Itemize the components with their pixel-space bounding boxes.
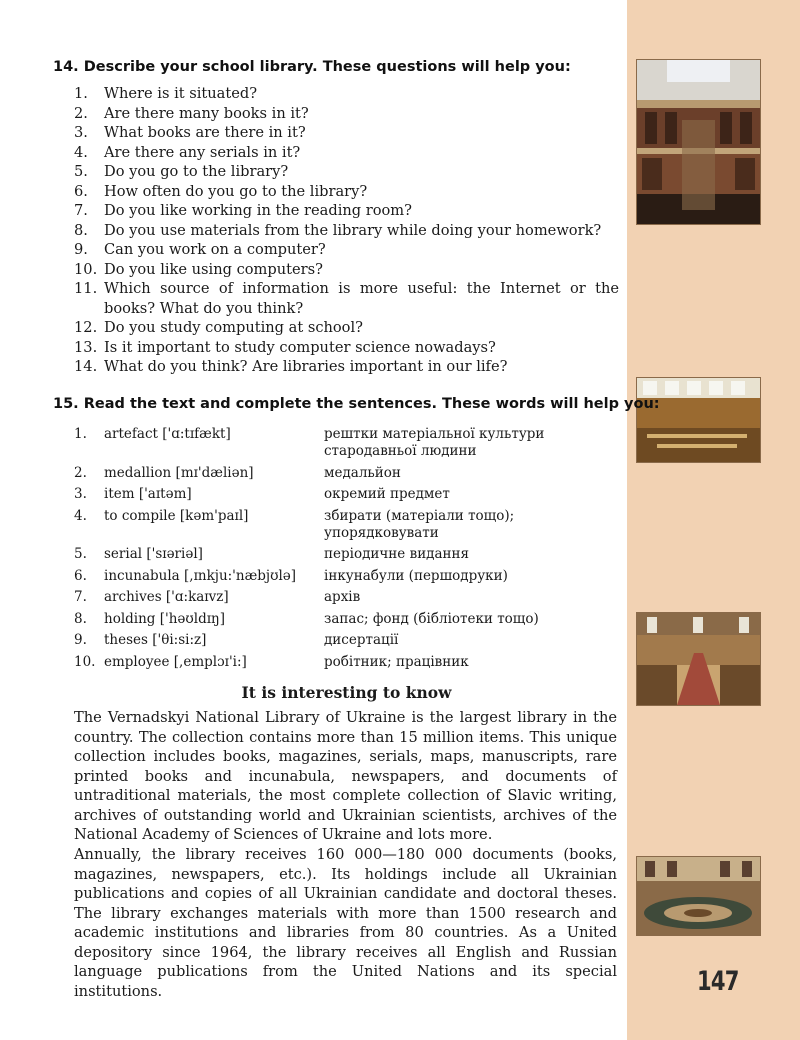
question-text: How often do you go to the library? [104,182,368,200]
item-number: 8. [74,610,87,627]
vocab-translation: окремий предмет [324,486,450,502]
list-item [74,201,619,221]
vocab-row [74,589,619,606]
question-text: Is it important to study computer science nowadays? [104,338,496,356]
library-photo-round-room [636,856,761,936]
library-photo-reading-hall [636,612,761,706]
item-number: 1. [74,426,87,442]
item-number: 10. [74,260,98,278]
vocab-word: theses ['θi:si:z] [104,632,207,648]
vocab-translation: медальйон [324,464,401,481]
vocabulary-list [74,426,619,675]
item-number: 6. [74,567,87,584]
page-number: 147 [697,966,739,997]
library-photo-ornate-hall [636,59,761,225]
vocab-word: holding ['həʊldɪŋ] [104,610,225,627]
vocab-row [74,632,619,649]
item-number: 5. [74,546,87,562]
question-text: Do you go to the library? [104,163,289,180]
list-item [74,104,619,124]
question-text: Are there any serials in it? [104,143,301,161]
list-item [74,162,619,182]
item-number: 14. [74,358,98,375]
vocab-translation: запас; фонд (бібліотеки тощо) [324,610,539,627]
library-photo-dome-room [636,377,761,463]
list-item [74,357,619,377]
question-text: Are there many books in it? [104,104,309,122]
vocab-translation: дисертації [324,632,399,648]
vocab-word: serial ['sɪəriəl] [104,546,203,562]
vocab-translation: архів [324,589,361,605]
item-number: 9. [74,632,87,648]
question-text: Do you use materials from the library while doing your homework? [104,221,602,239]
question-text: Do you like working in the reading room? [104,202,412,219]
vocab-translation: робітник; працівник [324,653,469,670]
item-number: 9. [74,241,88,258]
vocab-row [74,611,619,628]
item-number: 2. [74,104,88,122]
vocab-translation: збирати (матеріали тощо); упорядковувати [324,507,515,541]
vocab-word: artefact ['ɑ:tɪfækt] [104,426,231,442]
exercise-15-heading: 15. Read the text and complete the sentences. These words will help you: [53,396,660,412]
vocab-row [74,486,619,503]
item-number: 6. [74,182,88,200]
list-item [74,182,619,202]
vocab-word: medallion [mɪ'dæliən] [104,464,254,481]
list-item [74,221,619,241]
list-item [74,279,619,318]
item-number: 7. [74,589,87,605]
list-item [74,143,619,163]
question-text: Which source of information is more useful: the Internet or the books? What do you think? [104,280,619,317]
list-item [74,240,619,260]
vocab-row [74,654,619,671]
item-number: 10. [74,653,96,670]
list-item [74,260,619,280]
vocab-translation: періодичне видання [324,546,470,562]
interesting-paragraph-2: Annually, the library receives 160 000—180 000 documents (books, magazines, newspapers, etc.). Its holdings include all Ukrainian publications and copies of all Ukrainian candidate and doctoral theses. The library exchanges materials with more than 1500 research and academic institutions and libraries from 80 countries. As a United depository since 1964, the library receives all English and Russian language publications from the United Nations and its special institutions. [74,846,617,1000]
item-number: 4. [74,507,87,524]
item-number: 11. [74,280,98,297]
vocab-row [74,546,619,563]
item-number: 2. [74,464,87,481]
list-item [74,123,619,143]
question-text: Can you work on a computer? [104,241,326,258]
question-text: Do you study computing at school? [104,319,363,336]
vocab-word: to compile [kəm'paɪl] [104,507,249,524]
item-number: 3. [74,486,87,502]
list-item [74,84,619,104]
vocab-row [74,508,619,542]
interesting-title: It is interesting to know [241,683,452,702]
vocab-word: item ['aɪtəm] [104,486,192,502]
item-number: 4. [74,143,88,161]
list-item [74,338,619,358]
item-number: 8. [74,221,88,239]
item-number: 1. [74,85,88,102]
item-number: 5. [74,163,88,180]
question-text: Do you like using computers? [104,260,323,278]
item-number: 13. [74,338,98,356]
question-text: What do you think? Are libraries important in our life? [104,358,508,375]
list-item [74,318,619,338]
item-number: 12. [74,319,98,336]
item-number: 7. [74,202,88,219]
question-list [74,84,619,377]
vocab-row [74,465,619,482]
vocab-row [74,426,619,460]
vocab-translation: інкунабули (першодруки) [324,567,508,584]
vocab-word: employee [,emplɔɪ'i:] [104,653,247,670]
vocab-row [74,568,619,585]
item-number: 3. [74,124,88,141]
vocab-word: archives ['ɑ:kaɪvz] [104,589,229,605]
exercise-14-heading: 14. Describe your school library. These questions will help you: [53,59,571,75]
interesting-paragraph-1: The Vernadskyi National Library of Ukraine is the largest library in the country. The collection contains more than 15 million items. This unique collection includes books, magazines, serials, maps, manuscripts, rare printed books and incunabula, newspapers, and documents of untraditional materials, the most complete collection of Slavic writing, archives of outstanding world and Ukrainian scientists, archives of the National Academy of Sciences of Ukraine and lots more. [74,709,617,843]
question-text: Where is it situated? [104,85,258,102]
vocab-translation: рештки матеріальної культури стародавньої людини [324,426,545,459]
vocab-word: incunabula [,ɪnkju:'næbjʊlə] [104,567,297,584]
question-text: What books are there in it? [104,124,306,141]
